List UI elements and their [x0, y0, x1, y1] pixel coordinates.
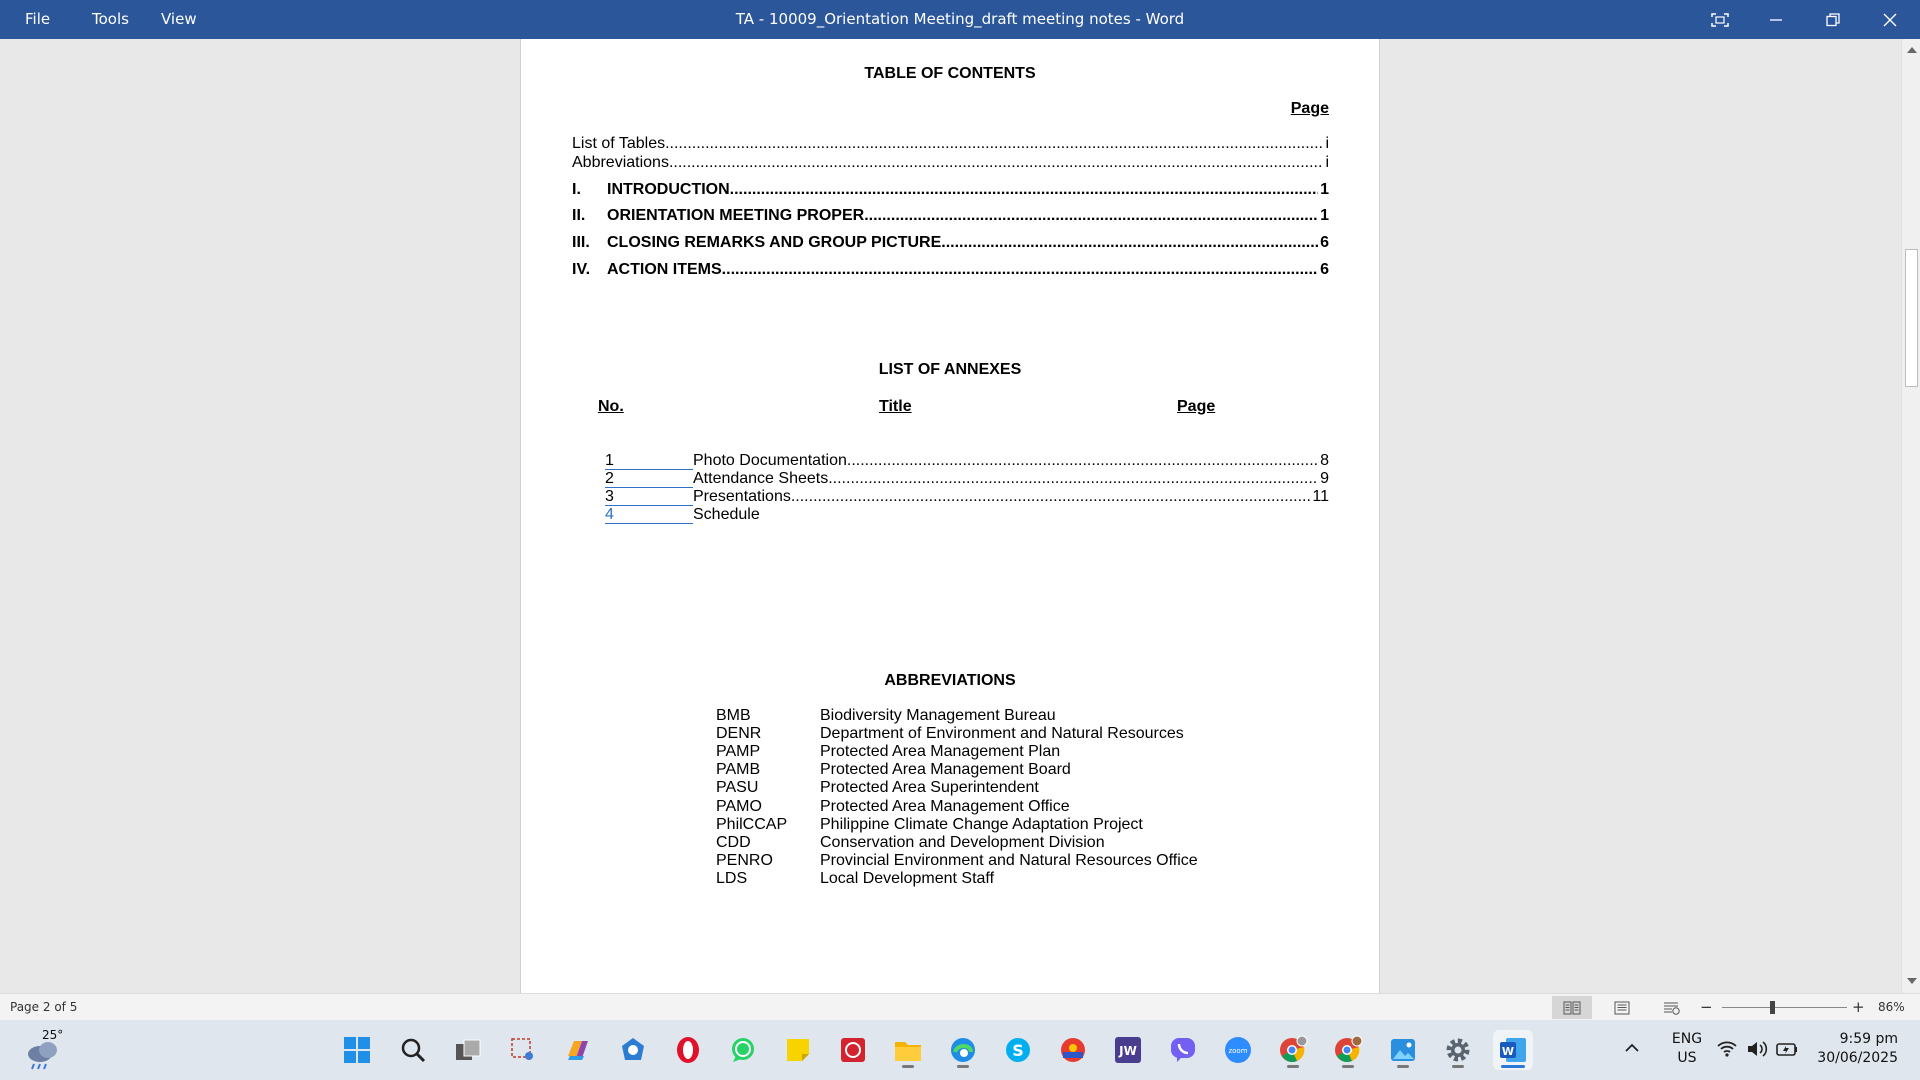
annex-page: 9 — [1320, 470, 1329, 487]
abbreviation-code: PAMP — [716, 743, 761, 760]
region-code: US — [1677, 1050, 1697, 1066]
scroll-thumb[interactable] — [1905, 249, 1918, 387]
caret-down-icon — [1907, 977, 1917, 985]
abbreviation-row — [716, 707, 1056, 725]
wifi-icon — [1716, 1038, 1738, 1060]
window-title: TA - 10009_Orientation Meeting_draft meeting notes - Word — [735, 10, 1185, 28]
zoom-out-button[interactable]: − — [1700, 998, 1713, 1016]
toc-page-header: Page — [1290, 100, 1329, 117]
running-indicator — [1397, 1065, 1409, 1068]
task-view-icon — [454, 1036, 482, 1064]
annex-row[interactable] — [605, 488, 1329, 506]
abbreviation-row — [716, 834, 1105, 852]
wifi-status[interactable] — [1716, 1038, 1738, 1060]
abbreviation-row — [716, 725, 1184, 743]
chevron-up-icon — [1622, 1038, 1642, 1058]
focus-mode-button[interactable] — [1692, 0, 1748, 39]
toc-entry-number: IV. — [572, 261, 591, 278]
toc-entry-label: ACTION ITEMS — [607, 261, 722, 278]
menu-view[interactable]: View — [161, 10, 197, 28]
abbreviation-row — [716, 870, 994, 888]
title-bar — [0, 0, 1920, 39]
annex-row[interactable] — [605, 506, 1329, 524]
annex-row[interactable] — [605, 470, 1329, 488]
abbreviation-code: DENR — [716, 725, 762, 742]
taskbar-chrome-profile-1[interactable] — [1273, 1030, 1313, 1070]
zoom-in-button[interactable]: + — [1852, 998, 1865, 1016]
scroll-up-button[interactable] — [1902, 41, 1920, 59]
viber-icon — [1169, 1036, 1197, 1064]
web-layout-button[interactable] — [1652, 996, 1692, 1019]
show-hidden-icons-button[interactable] — [1622, 1038, 1642, 1058]
status-bar — [0, 993, 1920, 1021]
photos-icon — [1389, 1036, 1417, 1064]
toc-entry-label: CLOSING REMARKS AND GROUP PICTURE — [607, 234, 942, 251]
toc-entry-number: III. — [572, 234, 590, 251]
caret-up-icon — [1907, 46, 1917, 54]
abbreviation-row — [716, 852, 1198, 870]
annex-col-title: Title — [879, 398, 912, 415]
read-mode-button[interactable] — [1552, 996, 1592, 1019]
page-indicator[interactable]: Page 2 of 5 — [10, 1000, 78, 1014]
whatsapp-icon — [729, 1036, 757, 1064]
annex-row[interactable] — [605, 452, 1329, 470]
toc-entry-label: ORIENTATION MEETING PROPER — [607, 207, 865, 224]
abbreviation-code: LDS — [716, 870, 748, 887]
chrome-icon — [1333, 1035, 1363, 1065]
toc-entry-page: 6 — [1320, 261, 1329, 278]
word-icon — [1498, 1036, 1528, 1064]
taskbar-jw-library[interactable] — [1108, 1030, 1148, 1070]
menu-tools[interactable]: Tools — [92, 10, 129, 28]
search-icon — [399, 1036, 427, 1064]
copilot-icon — [564, 1036, 592, 1064]
annex-leader — [791, 488, 1311, 506]
annex-number: 1 — [605, 453, 693, 470]
active-indicator — [1501, 1065, 1525, 1068]
abbreviation-code: PAMO — [716, 798, 762, 815]
language-code: ENG — [1671, 1031, 1703, 1047]
abbreviation-meaning: Department of Environment and Natural Resources — [820, 725, 1184, 742]
document-page[interactable] — [520, 39, 1380, 993]
annex-number: 2 — [605, 471, 693, 488]
abbreviation-code: CDD — [716, 834, 751, 851]
taskbar-office-app[interactable] — [833, 1030, 873, 1070]
taskbar-skype[interactable] — [998, 1030, 1038, 1070]
clock-date: 30/06/2025 — [1817, 1050, 1898, 1066]
office-app-icon — [839, 1036, 867, 1064]
taskbar-onedrive[interactable] — [613, 1030, 653, 1070]
toc-leader — [864, 207, 1318, 225]
abbreviation-code: PASU — [716, 779, 759, 796]
print-layout-icon — [1614, 1001, 1630, 1015]
taskbar-start[interactable] — [337, 1030, 377, 1070]
taskbar-zoom[interactable] — [1218, 1030, 1258, 1070]
toc-leader — [941, 234, 1318, 252]
toc-leader — [730, 181, 1318, 199]
anydesk-icon — [1059, 1036, 1087, 1064]
taskbar-photos[interactable] — [1383, 1030, 1423, 1070]
sticky-notes-icon — [784, 1036, 812, 1064]
jw-library-icon — [1114, 1036, 1142, 1064]
annex-title: Schedule — [693, 506, 760, 523]
taskbar — [0, 1020, 1920, 1080]
toc-leader — [665, 135, 1323, 153]
toc-entry[interactable] — [572, 181, 1329, 199]
toc-entry-page: i — [1325, 135, 1329, 152]
abbreviation-meaning: Protected Area Management Plan — [820, 743, 1061, 760]
annex-leader — [847, 452, 1318, 470]
battery-charging-icon — [1776, 1038, 1798, 1060]
toc-leader — [722, 261, 1318, 279]
toc-entry-page: 6 — [1320, 234, 1329, 251]
abbreviations-heading: ABBREVIATIONS — [884, 672, 1016, 689]
taskbar-anydesk[interactable] — [1053, 1030, 1093, 1070]
abbreviation-code: PENRO — [716, 852, 773, 869]
taskbar-opera[interactable] — [668, 1030, 708, 1070]
close-button[interactable] — [1862, 0, 1918, 39]
annex-number: 4 — [605, 507, 693, 524]
abbreviation-meaning: Provincial Environment and Natural Resources Office — [820, 852, 1198, 869]
running-indicator — [1287, 1065, 1299, 1068]
windows-start-icon — [343, 1036, 371, 1064]
annex-page: 11 — [1312, 488, 1329, 505]
taskbar-chrome-profile-2[interactable] — [1328, 1030, 1368, 1070]
taskbar-edge[interactable] — [943, 1030, 983, 1070]
abbreviation-meaning: Protected Area Superintendent — [820, 779, 1039, 796]
volume-status[interactable] — [1746, 1038, 1768, 1060]
taskbar-word[interactable] — [1493, 1030, 1533, 1070]
toc-entry[interactable] — [572, 135, 1329, 153]
annex-page: 8 — [1320, 452, 1329, 469]
settings-gear-icon — [1444, 1036, 1472, 1064]
toc-entry-label: List of Tables — [572, 135, 666, 152]
toc-entry-page: i — [1325, 154, 1329, 171]
annex-number: 3 — [605, 489, 693, 506]
edge-icon — [949, 1036, 977, 1064]
annex-title: Presentations — [693, 488, 791, 505]
abbreviation-meaning: Biodiversity Management Bureau — [820, 707, 1056, 724]
toc-entry[interactable] — [572, 207, 1329, 225]
zoom-slider-track[interactable] — [1722, 1007, 1847, 1008]
annex-col-no: No. — [598, 398, 624, 415]
toc-heading: TABLE OF CONTENTS — [864, 65, 1036, 82]
zoom-slider-thumb[interactable] — [1770, 1001, 1775, 1014]
minimize-icon — [1770, 14, 1782, 26]
svg-text:zoom: zoom — [1228, 1047, 1248, 1055]
toc-entry-number: I. — [572, 181, 581, 198]
abbreviation-code: BMB — [716, 707, 751, 724]
document-area[interactable] — [0, 39, 1901, 993]
print-layout-button[interactable] — [1602, 996, 1642, 1019]
annex-leader — [828, 470, 1318, 488]
annex-col-page: Page — [1177, 398, 1216, 415]
onedrive-icon — [619, 1036, 647, 1064]
svg-text:JW: JW — [1119, 1044, 1137, 1058]
close-icon — [1883, 13, 1897, 27]
abbreviation-meaning: Local Development Staff — [820, 870, 995, 887]
opera-icon — [674, 1036, 702, 1064]
clock[interactable] — [1800, 1030, 1898, 1068]
svg-text:S: S — [1012, 1041, 1024, 1060]
focus-mode-icon — [1711, 13, 1729, 27]
taskbar-file-explorer[interactable] — [888, 1030, 928, 1070]
toc-entry-page: 1 — [1320, 207, 1329, 224]
abbreviation-row — [716, 779, 1039, 797]
abbreviation-meaning: Protected Area Management Board — [820, 761, 1071, 778]
abbreviation-row — [716, 743, 1060, 761]
battery-status[interactable] — [1776, 1038, 1798, 1060]
volume-icon — [1746, 1038, 1768, 1060]
scroll-down-button[interactable] — [1902, 972, 1920, 990]
skype-icon — [1004, 1036, 1032, 1064]
read-mode-icon — [1563, 1001, 1581, 1015]
vertical-scrollbar[interactable] — [1901, 39, 1920, 993]
toc-entry-number: II. — [572, 207, 586, 224]
taskbar-viber[interactable] — [1163, 1030, 1203, 1070]
taskbar-whatsapp[interactable] — [723, 1030, 763, 1070]
snipping-tool-icon — [509, 1036, 537, 1064]
clock-time: 9:59 pm — [1839, 1031, 1898, 1047]
abbreviation-meaning: Conservation and Development Division — [820, 834, 1105, 851]
abbreviation-row — [716, 798, 1070, 816]
restore-button[interactable] — [1805, 0, 1861, 39]
svg-text:W: W — [1501, 1045, 1515, 1058]
abbreviation-meaning: Philippine Climate Change Adaptation Project — [820, 816, 1143, 833]
toc-entry[interactable] — [572, 261, 1329, 279]
input-language[interactable] — [1666, 1030, 1708, 1068]
folder-icon — [893, 1036, 923, 1064]
running-indicator — [957, 1065, 969, 1068]
annex-title: Attendance Sheets — [693, 470, 829, 487]
taskbar-task-view[interactable] — [448, 1030, 488, 1070]
toc-entry[interactable] — [572, 234, 1329, 252]
abbreviation-row — [716, 761, 1071, 779]
weather-temperature: 25° — [42, 1028, 64, 1042]
zoom-app-icon — [1224, 1036, 1252, 1064]
abbreviation-row — [716, 816, 1143, 834]
toc-entry[interactable] — [572, 154, 1329, 172]
annex-title: Photo Documentation — [693, 452, 847, 469]
toc-entry-label: Abbreviations — [572, 154, 669, 171]
web-layout-icon — [1663, 1001, 1681, 1015]
taskbar-copilot[interactable] — [558, 1030, 598, 1070]
abbreviation-meaning: Protected Area Management Office — [820, 798, 1070, 815]
running-indicator — [1342, 1065, 1354, 1068]
toc-entry-label: INTRODUCTION — [607, 181, 730, 198]
running-indicator — [902, 1065, 914, 1068]
taskbar-settings[interactable] — [1438, 1030, 1478, 1070]
taskbar-search[interactable] — [393, 1030, 433, 1070]
toc-leader — [669, 154, 1323, 172]
restore-icon — [1826, 13, 1840, 27]
toc-entry-page: 1 — [1320, 181, 1329, 198]
abbreviation-code: PhilCCAP — [716, 816, 788, 833]
annexes-heading: LIST OF ANNEXES — [878, 361, 1022, 378]
taskbar-snipping-tool[interactable] — [503, 1030, 543, 1070]
menu-file[interactable]: File — [25, 10, 51, 28]
zoom-level[interactable]: 86% — [1878, 1000, 1905, 1014]
abbreviation-code: PAMB — [716, 761, 761, 778]
taskbar-sticky-notes[interactable] — [778, 1030, 818, 1070]
minimize-button[interactable] — [1748, 0, 1804, 39]
chrome-icon — [1278, 1035, 1308, 1065]
running-indicator — [1452, 1065, 1464, 1068]
